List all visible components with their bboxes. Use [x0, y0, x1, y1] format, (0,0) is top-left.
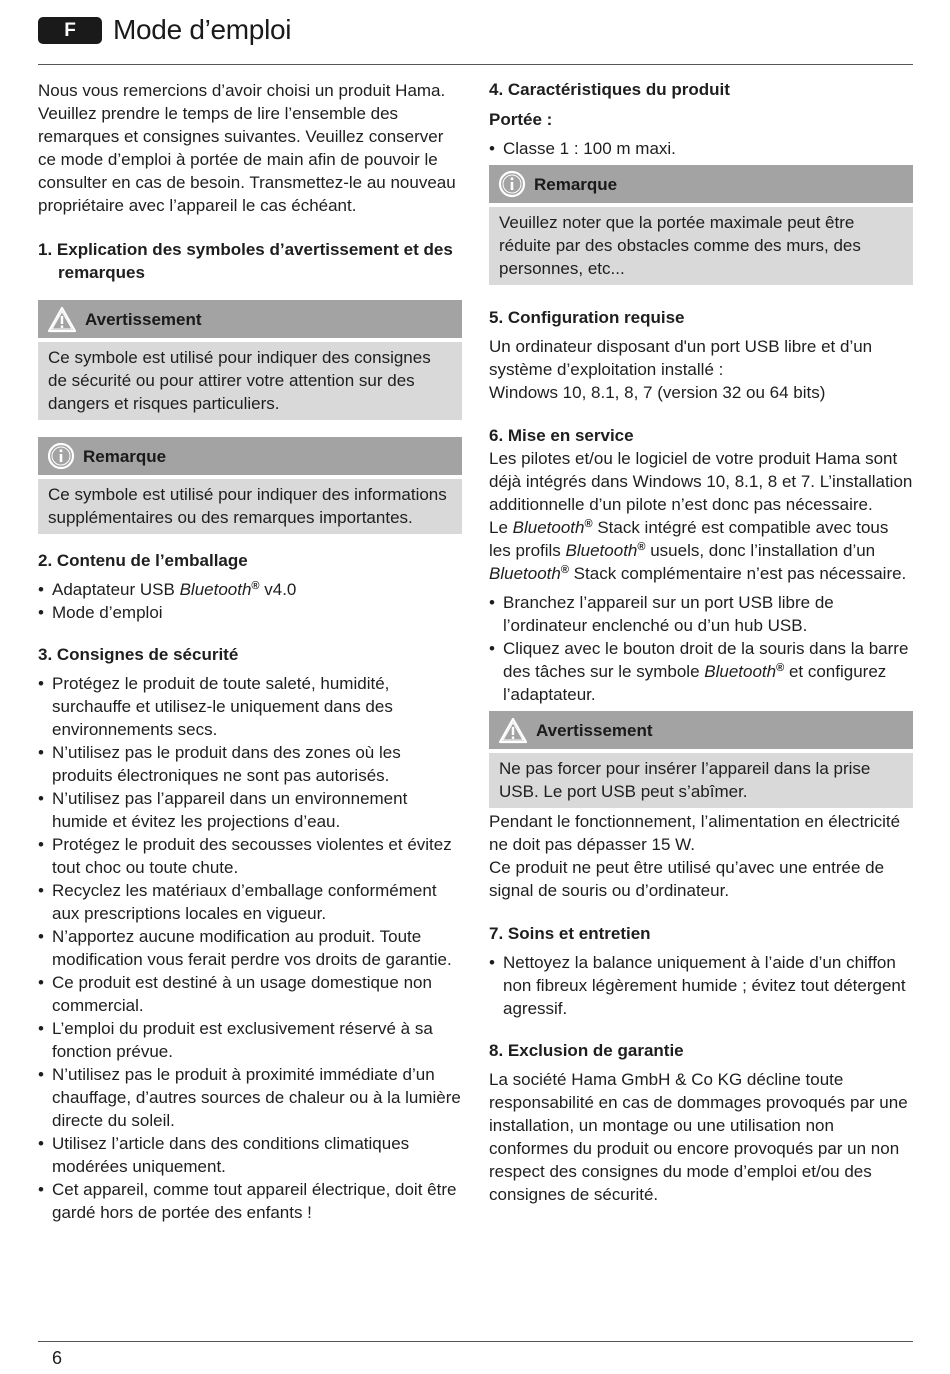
warning-box-text: Ce symbole est utilisé pour indiquer des consignes de sécurité ou pour attirer votre attention sur des dangers et risques particuliers.: [38, 342, 462, 420]
safety-list: [38, 672, 462, 1224]
warning-box-header: [489, 711, 913, 749]
list-item: • Adaptateur USB Bluetooth® v4.0: [38, 578, 462, 601]
list-item: • N’utilisez pas le produit dans des zones où les produits électroniques ne sont pas autorisés.: [38, 741, 462, 787]
list-item: • Cliquez avec le bouton droit de la souris dans la barre des tâches sur le symbole Bluetooth® et configurez l’adaptateur.: [489, 637, 913, 706]
list-item: • N’utilisez pas l’appareil dans un environnement humide et évitez les projections d’eau.: [38, 787, 462, 833]
setup-paragraph-1: Les pilotes et/ou le logiciel de votre produit Hama sont déjà intégrés dans Windows 10, 8.1, 8 et 7. L’installation additionnelle d’un pilote n’est donc pas nécessaire.: [489, 449, 913, 514]
setup-paragraph-2: Le Bluetooth® Stack intégré est compatible avec tous les profils Bluetooth® usuels, donc l’installation d’un Bluetooth® Stack complémentaire n’est pas nécessaire.: [489, 518, 907, 583]
list-item: • Branchez l’appareil sur un port USB libre de l’ordinateur enclenché ou d’un hub USB.: [489, 591, 913, 637]
section-7-title: 7. Soins et entretien: [489, 924, 651, 943]
package-contents-list: [38, 578, 462, 624]
warning-triangle-icon: [498, 717, 528, 744]
list-item: • N’utilisez pas le produit à proximité immédiate d’un chauffage, d’autres sources de chaleur ou à la lumière directe du soleil.: [38, 1063, 462, 1132]
range-list: [489, 137, 913, 160]
section-1-title: 1. Explication des symboles d’avertissement et des remarques: [38, 240, 453, 282]
note-box-text: Veuillez noter que la portée maximale peut être réduite par des obstacles comme des murs, des personnes, etc...: [489, 207, 913, 285]
section-6-title: 6. Mise en service: [489, 426, 634, 445]
warning-triangle-icon: [47, 306, 77, 333]
warning-box-text: Ne pas forcer pour insérer l’appareil dans la prise USB. Le port USB peut s’abîmer.: [489, 753, 913, 808]
list-item: • Mode d’emploi: [38, 601, 462, 624]
language-badge: F: [38, 17, 102, 44]
list-item: • Recyclez les matériaux d’emballage conformément aux prescriptions locales en vigueur.: [38, 879, 462, 925]
list-item: • L’emploi du produit est exclusivement réservé à sa fonction prévue.: [38, 1017, 462, 1063]
list-item: • Cet appareil, comme tout appareil électrique, doit être gardé hors de portée des enfants !: [38, 1178, 462, 1224]
info-circle-icon: [47, 442, 75, 470]
note-label: Remarque: [534, 174, 618, 194]
note-box-text: Ce symbole est utilisé pour indiquer des informations supplémentaires ou des remarques importantes.: [38, 479, 462, 534]
list-item: • Nettoyez la balance uniquement à l’aide d’un chiffon non fibreux légèrement humide ; évitez tout détergent agressif.: [489, 951, 913, 1020]
header-divider: [38, 64, 913, 65]
note-box-header: [489, 165, 913, 203]
section-3-title: 3. Consignes de sécurité: [38, 645, 239, 664]
list-item: • Protégez le produit de toute saleté, humidité, surchauffe et utilisez-le uniquement dans des environnements secs.: [38, 672, 462, 741]
intro-paragraph: Nous vous remercions d’avoir choisi un produit Hama. Veuillez prendre le temps de lire l’ensemble des remarques et consignes suivantes. Veuillez conserver ce mode d’emploi à portée de main afin de pouvoir le consulter en cas de besoin. Transmettez-le au nouveau propriétaire avec l’appareil le cas échéant.: [38, 81, 456, 215]
list-item: • Classe 1 : 100 m maxi.: [489, 137, 913, 160]
warning-box-header: [38, 300, 462, 338]
system-requirements-text: Un ordinateur disposant d'un port USB libre et d’un système d’exploitation installé :: [489, 337, 873, 379]
power-paragraph: Pendant le fonctionnement, l’alimentation en électricité ne doit pas dépasser 15 W.: [489, 812, 901, 854]
supported-os-text: Windows 10, 8.1, 8, 7 (version 32 ou 64 bits): [489, 383, 826, 402]
right-column: [489, 78, 913, 1206]
warranty-paragraph: La société Hama GmbH & Co KG décline toute responsabilité en cas de dommages provoqués par une installation, un montage ou une utilisation non conformes du produit ou encore provoqués par un non respect des consignes du mode d’emploi et/ou des consignes de sécurité.: [489, 1070, 908, 1204]
info-circle-icon: [498, 170, 526, 198]
range-subtitle: Portée :: [489, 110, 553, 129]
list-item: • Ce produit est destiné à un usage domestique non commercial.: [38, 971, 462, 1017]
left-column: [38, 78, 462, 1224]
list-item: • Utilisez l’article dans des conditions climatiques modérées uniquement.: [38, 1132, 462, 1178]
page-number: 6: [52, 1348, 63, 1368]
signal-paragraph: Ce produit ne peut être utilisé qu’avec une entrée de signal de souris ou d’ordinateur.: [489, 858, 885, 900]
page-title: Mode d’emploi: [113, 14, 292, 45]
section-5-title: 5. Configuration requise: [489, 308, 685, 327]
note-box: [38, 437, 462, 534]
note-label: Remarque: [83, 446, 167, 466]
warning-box: [38, 300, 462, 420]
care-list: [489, 951, 913, 1020]
warning-box: [489, 711, 913, 808]
section-4-title: 4. Caractéristiques du produit: [489, 80, 730, 99]
warning-label: Avertissement: [536, 720, 653, 740]
list-item: • N’apportez aucune modification au produit. Toute modification vous ferait perdre vos droits de garantie.: [38, 925, 462, 971]
note-box: [489, 165, 913, 285]
setup-steps-list: [489, 591, 913, 706]
note-box-header: [38, 437, 462, 475]
footer-divider: [38, 1341, 913, 1342]
section-8-title: 8. Exclusion de garantie: [489, 1041, 684, 1060]
list-item: • Protégez le produit des secousses violentes et évitez tout choc ou toute chute.: [38, 833, 462, 879]
warning-label: Avertissement: [85, 309, 202, 329]
section-2-title: 2. Contenu de l’emballage: [38, 551, 248, 570]
